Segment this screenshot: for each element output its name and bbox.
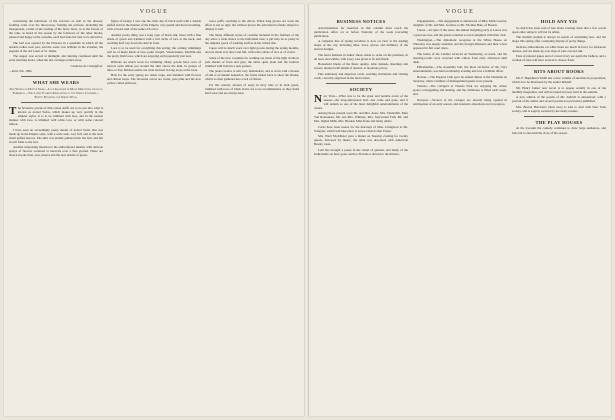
paragraph: Philadelphia.—The Assembly ball, the most exclusive of the city's entertainments, was held on Monday evening and was a brilliant affair. — [413, 65, 507, 74]
article-headline: WHAT SHE WEARS — [32, 80, 80, 86]
play-paragraphs — [512, 126, 606, 134]
feature-paragraphs — [9, 106, 103, 157]
paragraph: Washington.—The diplomatic reception at the White House on Thursday was largely attended, and the foreign ministers and their wives appeared in full court dress. — [413, 37, 507, 51]
section-divider — [524, 116, 594, 117]
paragraph: Advertisements for insertion in this column must reach the publication office on or before Saturday of the week preceding publication. — [314, 25, 408, 38]
paragraph: At the Lyceum the comedy continues to draw large audiences, and bids fair to run until the close of the season. — [512, 126, 606, 135]
paragraph: Mr. F. Hopkinson Smith has a new volume of sketches in preparation, which is to be illustrated by the author himself. — [512, 76, 606, 85]
paragraph: The jacket bodice is still very fashionable, and is worn with a blouse of silk or of muslin beneath it, the fronts turned back to show the blouse, which is often gathered into a belt of ribbon. — [205, 69, 299, 82]
right-column-1 — [314, 19, 408, 413]
paragraph: concerning the behaviour of the warriors as well as the dresses; forming order over the throwaway, framing the pictures, including the masquerade, a kind of the reading of the fancy dress, as to the favour of the rank, as heard in the season by the followers of the other modes, pleased and happy at the costume, each had done her best to be attractive. — [9, 19, 103, 40]
section-divider — [21, 102, 91, 103]
paragraph: Cards have been issued for the marriage of Miss Livingston to Mr. Schuyler, which will take place at Grace Church after Easter. — [314, 124, 408, 133]
running-title-left: VOGUE — [139, 9, 169, 15]
drop-cap: T — [9, 104, 17, 117]
paragraph: Lenox.—In spite of the snow, the annual sleighing party at Lenox was a great success, and the guests returned to town delighted with their visit. — [413, 28, 507, 37]
paragraph: Another interesting material is the embroidered muslin, with delicate sprays of flowers scattered at intervals over a fine ground. These are shown in pale blue, rose, mauve and the new shades of green. — [9, 145, 103, 158]
paragraph: The ball was opened by the Princess in a quadrille in which all the notable ladies took part, and the scene was brilliant in the extreme; the pageant of the old Court of St. James. — [9, 40, 103, 53]
section-divider — [326, 83, 396, 84]
paragraph: Lent has brought a pause in the round of gaieties, and many of the fashionable set have gone south to Florida or abroad to the Riviera. — [314, 147, 408, 156]
paragraph: ronce puffs, reaching to the elbow. When long gloves are worn the effect is not so ugly, but without gloves the arm must be finely shaped to display it well. — [205, 19, 299, 32]
paragraph: Newport.—Several of the cottages are already being opened in anticipation of an early season, and extensive alterations are in progress. — [413, 97, 507, 106]
business-notices-paragraphs — [314, 26, 408, 80]
paragraph: The supper was served at midnight, and dancing continued until the early morning hours, when the last carriages rolled away. — [9, 54, 103, 63]
paragraph: ew York.—What was to be the great and notable event of the season—the long-anticipated ball—has come and gone, and it will remain as one of the most delightful entertainments of the winter. — [314, 93, 408, 110]
article-dateline: —Paris, Feb. 1892. — [9, 69, 33, 74]
column-headline: HOLD ANY YIS — [540, 19, 578, 24]
section-divider — [21, 76, 91, 77]
paragraph: Among those present were Mr. and Mrs. Astor, Mrs. Vanderbilt, Miss Van Rensselaer, Mr. and Mrs. Whitney, Mrs. Stuyvesant Fish, Mr. and Mrs. Ogden Mills, Mrs. Burden, Miss Kane and many others. — [314, 111, 408, 124]
paragraph: Lace is to be used for everything this spring; the coming trimmings will be of many kinds of lace, point d'esprit, Valenciennes, Mechlin and the pretty Irish laces, which are enjoying such popularity just now. — [107, 46, 201, 59]
paragraph: Boston.—The Papyrus Club gave its annual dinner at the Vendome on Saturday, when a number of distinguished guests were present. — [413, 74, 507, 83]
paragraph: figure of beauty. I saw one the other day of black satin with a double puffed skirt in the manner of the Empire, very quaint and most becoming, with a broad sash of the same rich color. — [107, 19, 201, 32]
paragraph: Mrs. Burton Harrison's latest story is said to deal with New York society, and is eagerly awaited by her many readers. — [512, 104, 606, 113]
paragraph: I have seen an exceedingly pretty model of dotted Swiss that was made up in the Empire style, with a wide sash, very full, and at the neck small puffed sleeves. The skirt was plainly gathered into the belt, and fell in soft folds to the feet. — [9, 127, 103, 144]
paragraph: Some of the new costumes for walking are made of the light cloths in pale shades of fawn and grey, the skirts quite plain and the bodices trimmed with braid in a neat pattern. — [205, 55, 299, 68]
paragraph: Household linens of the finest quality, table damask, sheetings and towels, marked with initials if desired, at moderate prices. — [314, 62, 408, 71]
paragraph: The many different styles of costume included in the fashions of the day allow a wide choice to the individual taste; a girl may be as pretty in the simplest gown of washing stuff as in the richest silk. — [205, 32, 299, 45]
paragraph: Ribbons are much worn for trimming. Many gowns have rows of narrow satin ribbon put around the skirt above the hem, in groups of three or five. Ribbon sashes are wide and tied in long loops at the back. — [107, 59, 201, 72]
paragraph: Engagements.—The engagement is announced of Miss Edith Gordon, daughter of Mr. and Mrs. Gordon, to Mr. Thomas Hale, of Boston. — [413, 19, 507, 28]
right-col2-paragraphs — [413, 19, 507, 106]
left-col3-paragraphs — [205, 19, 299, 95]
paragraph: A new edition of the poems of Mr. Aldrich is announced, with a portrait of the author and several poems not previously published. — [512, 95, 606, 104]
paragraph: For the country, dresses of serge in navy blue or in dark green, trimmed with rows of black braid, are to be recommended, as they stand hard wear and are always neat. — [205, 82, 299, 95]
paragraph: A complete line of spring novelties is now on view at the leading shops of the city, including silks, laces, gloves and millinery of the newest designs. — [314, 39, 408, 52]
right-page — [309, 4, 611, 416]
paragraph: Hats for the early spring are rather large, and trimmed with flowers and ribbon loops. The favourite colors are violet, pale pink and the new yellow called primrose. — [107, 73, 201, 86]
left-column-1 — [9, 19, 103, 413]
right-col3-paragraphs — [512, 26, 606, 63]
left-column-3 — [205, 19, 299, 413]
society-headline: SOCIETY — [349, 86, 373, 92]
playhouses-headline: THE PLAY HOUSES — [535, 119, 583, 125]
paragraph: The latest fashions in ladies' shoes, made to order on the premises, in all sizes and widths, with every care given to fit and finish. — [314, 52, 408, 61]
left-column-2 — [107, 19, 201, 413]
paragraph: Another pretty thing was a long cape of black silk, lined with a fine shade of green and trimmed with a full ruche of lace at the neck, and reaching half way down the skirt in front. — [107, 32, 201, 45]
article-signature: Comtesse de Champfleur. — [70, 63, 103, 68]
left-col1-paragraphs — [9, 19, 103, 62]
paragraph: So much has been said of late about evening dress that a few words upon other subjects will not be amiss. — [512, 25, 606, 34]
book-paragraphs — [512, 76, 606, 113]
feature-body — [9, 106, 103, 157]
society-body — [314, 94, 408, 156]
paragraph: Fine stationery and engraved cards, wedding invitations and visiting cards, correctly engraved in the latest styles. — [314, 71, 408, 80]
left-col2-paragraphs — [107, 19, 201, 85]
paragraph: Delicate embroideries on white linen are much in favor for afternoon dresses, and are made up over slips of pale colored silk. — [512, 44, 606, 53]
article-subhead: Idle Words on Dotted Swiss—Lace Ap-pliqué in Many Directions for Lace Trimmings—The Latest Fashion Revelations of the Street Costumes—Pretty Novelties for Spring Wear. — [9, 86, 103, 99]
right-column-3 — [512, 19, 606, 413]
paragraph: Fans of painted gauze and of carved ivory are again the fashion, and a woman of taste will have several to choose from. — [512, 54, 606, 63]
paragraph: Tuxedo.—The cottagers at Tuxedo Park are enjoying the winter sports, tobogganing and skating, and the clubhouse is filled each week-end. — [413, 84, 507, 97]
paragraph: Capes will be much worn over light gowns during the spring months, and are made very short and full, with wide collars of lace or of velvet. — [205, 46, 299, 55]
paragraph: Mr. Henry James' new novel is to appear serially in one of the monthly magazines, and will be issued in book form in the autumn. — [512, 85, 606, 94]
paragraph: The modish woman is always in search of something new, and the shops this spring offer a tempting display of pretty things. — [512, 35, 606, 44]
left-page — [4, 4, 304, 416]
paragraph: he favourite gowns of thin cotton stuffs are to be put into what is known as dotted Swiss, which makes up very prettily in the simpler styles. It is to be trimmed with lace, and in the neatest manner with lace, is trimmed with white lace, or with some colored ribbon. — [9, 105, 103, 127]
business-notices-headline: BUSINESS NOTICES — [336, 19, 386, 24]
paragraph: Mrs. Ward McAllister gave a dinner on Tuesday evening for twenty guests, followed by music; the table was decorated with American Beauty roses. — [314, 134, 408, 147]
books-headline: BITS ABOUT BOOKS — [534, 69, 584, 75]
running-title-right: VOGUE — [445, 9, 475, 15]
right-column-2 — [413, 19, 507, 413]
section-divider — [524, 65, 594, 66]
paragraph: The ladies of the Cabinet received on Wednesday, as usual, and the drawing-rooms were crowded with callers from early afternoon until dusk. — [413, 51, 507, 64]
drop-cap: N — [314, 92, 322, 105]
society-paragraphs — [314, 94, 408, 156]
